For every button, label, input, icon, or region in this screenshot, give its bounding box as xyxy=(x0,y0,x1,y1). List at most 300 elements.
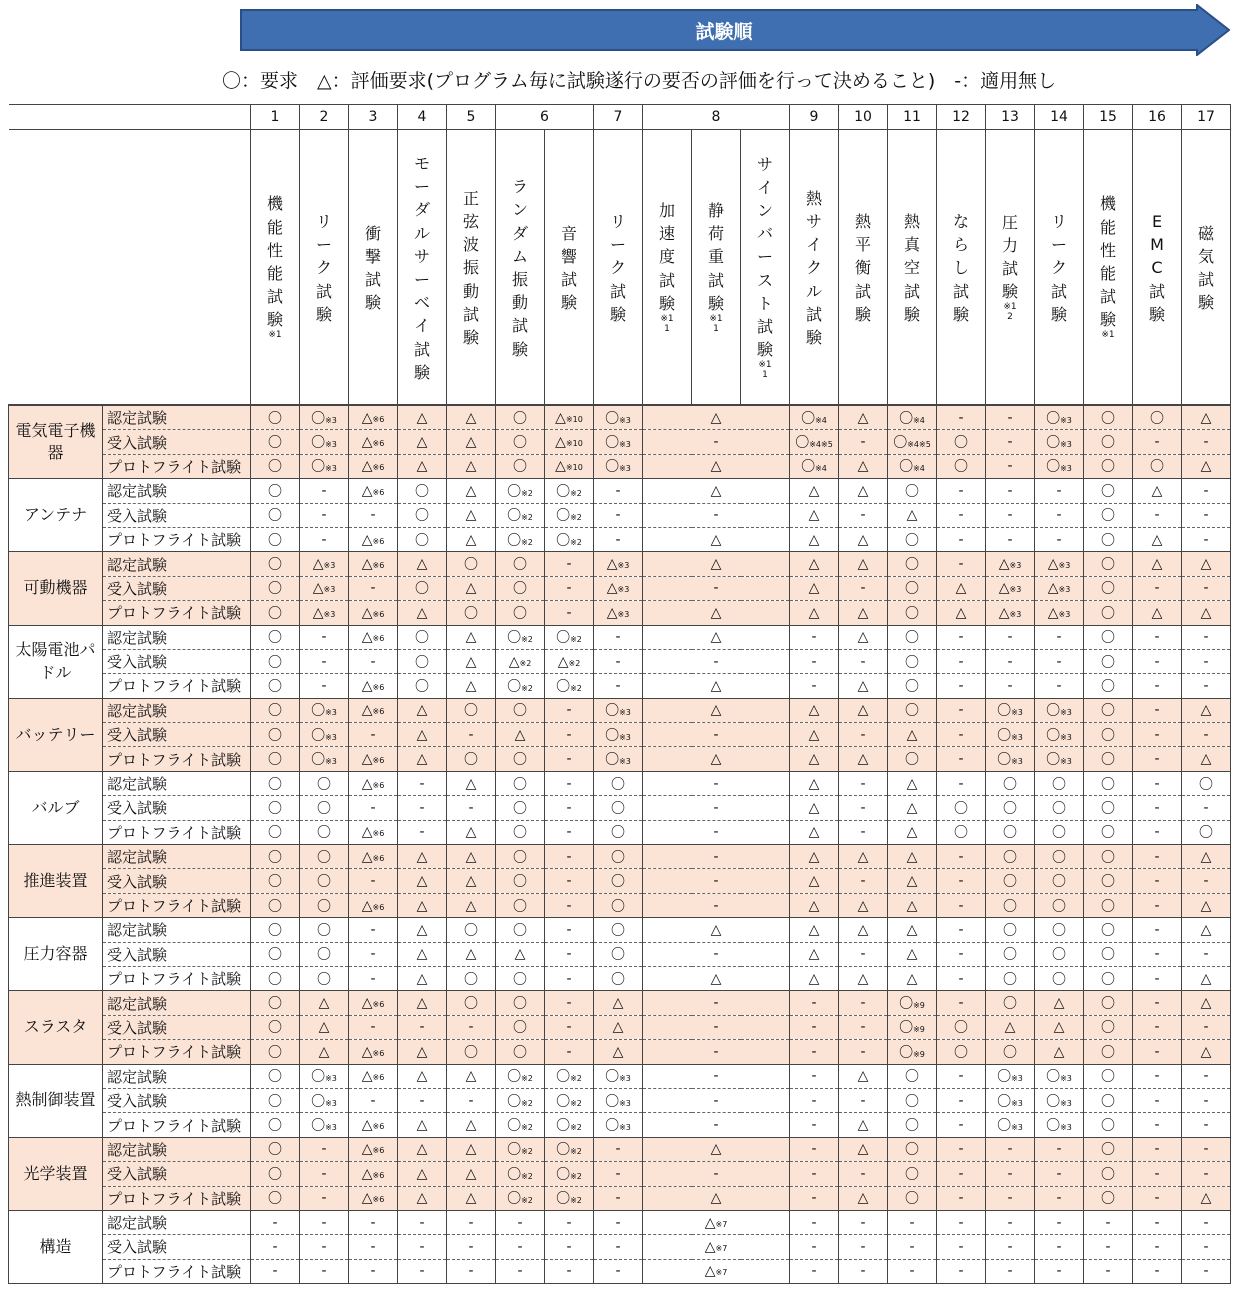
matrix-cell: △ xyxy=(888,503,937,527)
matrix-cell: 〇 xyxy=(447,966,496,990)
matrix-cell: - xyxy=(643,503,790,527)
matrix-cell: 〇 xyxy=(986,893,1035,917)
matrix-cell: 〇 xyxy=(594,845,643,869)
matrix-cell: △ xyxy=(1182,454,1231,478)
matrix-cell: △ xyxy=(447,576,496,600)
matrix-cell: 〇 xyxy=(888,601,937,625)
matrix-cell: △ xyxy=(447,405,496,430)
matrix-cell: - xyxy=(937,405,986,430)
matrix-cell: - xyxy=(251,1235,300,1259)
column-header xyxy=(594,130,643,406)
column-label: モーダルサーベイ試験 xyxy=(413,154,430,382)
table-row xyxy=(9,1137,1231,1161)
matrix-cell: - xyxy=(447,1088,496,1112)
matrix-cell: 〇※3 xyxy=(594,430,643,454)
matrix-cell: 〇 xyxy=(1084,1015,1133,1039)
matrix-cell: △ xyxy=(594,1040,643,1064)
matrix-cell: 〇※2 xyxy=(545,1113,594,1137)
matrix-cell: △ xyxy=(1182,1186,1231,1210)
matrix-cell: 〇 xyxy=(496,405,545,430)
matrix-cell: - xyxy=(839,942,888,966)
matrix-cell: - xyxy=(398,1015,447,1039)
matrix-cell: 〇 xyxy=(251,942,300,966)
matrix-cell: 〇※4 xyxy=(790,454,839,478)
matrix-cell: 〇 xyxy=(251,698,300,722)
table-row xyxy=(9,601,1231,625)
matrix-cell: 〇※2 xyxy=(545,479,594,503)
matrix-cell: - xyxy=(398,820,447,844)
matrix-cell: △※6 xyxy=(349,820,398,844)
matrix-cell: △ xyxy=(790,552,839,576)
matrix-cell: △ xyxy=(300,1015,349,1039)
test-type: 受入試験 xyxy=(103,649,251,673)
matrix-cell: 〇 xyxy=(496,430,545,454)
matrix-cell: 〇 xyxy=(251,893,300,917)
matrix-cell: 〇 xyxy=(447,747,496,771)
matrix-cell: 〇 xyxy=(1084,918,1133,942)
table-row xyxy=(9,698,1231,722)
matrix-cell: - xyxy=(300,479,349,503)
column-header xyxy=(496,130,545,406)
matrix-cell: - xyxy=(839,820,888,844)
group-name: バッテリー xyxy=(9,698,103,771)
matrix-cell: 〇 xyxy=(986,845,1035,869)
table-row xyxy=(9,820,1231,844)
matrix-cell: 〇※2 xyxy=(496,1088,545,1112)
matrix-cell: 〇 xyxy=(398,576,447,600)
matrix-cell: - xyxy=(1084,1210,1133,1234)
matrix-cell: 〇 xyxy=(1035,893,1084,917)
matrix-cell: - xyxy=(1035,479,1084,503)
matrix-cell: △※6 xyxy=(349,893,398,917)
column-label: 静荷重試験 ※11 xyxy=(707,200,724,334)
column-label: リーク試験 xyxy=(609,212,626,324)
matrix-cell: 〇 xyxy=(1084,991,1133,1015)
matrix-cell: 〇 xyxy=(1084,1064,1133,1088)
matrix-cell: 〇※9 xyxy=(888,991,937,1015)
matrix-cell: - xyxy=(839,1259,888,1283)
test-type: プロトフライト試験 xyxy=(103,966,251,990)
matrix-cell: 〇 xyxy=(986,771,1035,795)
matrix-cell: 〇 xyxy=(300,796,349,820)
matrix-cell: - xyxy=(937,649,986,673)
matrix-cell: △※3 xyxy=(300,576,349,600)
matrix-cell: - xyxy=(300,1162,349,1186)
matrix-cell: - xyxy=(300,527,349,551)
matrix-cell: - xyxy=(349,1235,398,1259)
matrix-cell: △※7 xyxy=(643,1210,790,1234)
matrix-cell: 〇 xyxy=(1035,966,1084,990)
matrix-cell: 〇 xyxy=(1035,820,1084,844)
matrix-cell: 〇 xyxy=(1182,820,1231,844)
table-row xyxy=(9,527,1231,551)
matrix-cell: 〇 xyxy=(1084,649,1133,673)
matrix-cell: - xyxy=(839,723,888,747)
test-type: プロトフライト試験 xyxy=(103,1113,251,1137)
matrix-cell: - xyxy=(300,1186,349,1210)
test-type: プロトフライト試験 xyxy=(103,1186,251,1210)
matrix-cell: 〇 xyxy=(986,796,1035,820)
matrix-cell: △ xyxy=(839,893,888,917)
matrix-cell: - xyxy=(986,674,1035,698)
matrix-cell: △ xyxy=(790,771,839,795)
matrix-cell: - xyxy=(349,723,398,747)
matrix-cell: - xyxy=(545,820,594,844)
test-type: 認定試験 xyxy=(103,698,251,722)
matrix-cell: 〇※3 xyxy=(1035,1088,1084,1112)
matrix-cell: - xyxy=(1133,723,1182,747)
matrix-cell: △ xyxy=(447,454,496,478)
matrix-cell: 〇 xyxy=(251,527,300,551)
matrix-cell: △ xyxy=(398,893,447,917)
matrix-cell: △ xyxy=(790,479,839,503)
matrix-cell: 〇 xyxy=(251,1088,300,1112)
matrix-cell: △ xyxy=(888,723,937,747)
matrix-cell: - xyxy=(937,479,986,503)
matrix-cell: - xyxy=(1182,430,1231,454)
matrix-cell: △ xyxy=(594,991,643,1015)
matrix-cell: 〇 xyxy=(1084,747,1133,771)
matrix-cell: △ xyxy=(790,601,839,625)
matrix-cell: - xyxy=(937,991,986,1015)
matrix-cell: - xyxy=(986,1137,1035,1161)
column-header xyxy=(398,130,447,406)
column-number: 12 xyxy=(937,105,986,130)
matrix-cell: 〇 xyxy=(1035,918,1084,942)
matrix-cell: 〇 xyxy=(594,893,643,917)
column-label: ならし試験 xyxy=(952,212,969,324)
matrix-cell: 〇※3 xyxy=(594,454,643,478)
matrix-cell: 〇 xyxy=(888,576,937,600)
table-row xyxy=(9,1113,1231,1137)
matrix-cell: △ xyxy=(447,1113,496,1137)
matrix-cell: 〇※3 xyxy=(986,1113,1035,1137)
matrix-cell: △ xyxy=(398,601,447,625)
matrix-cell: △ xyxy=(1182,747,1231,771)
matrix-cell: 〇※3 xyxy=(300,698,349,722)
matrix-cell: - xyxy=(1133,1015,1182,1039)
matrix-cell: △※3 xyxy=(1035,576,1084,600)
matrix-cell: - xyxy=(937,1137,986,1161)
matrix-cell: 〇※4 xyxy=(790,405,839,430)
matrix-cell: - xyxy=(1035,503,1084,527)
matrix-cell: 〇※3 xyxy=(986,1088,1035,1112)
matrix-cell: 〇 xyxy=(447,991,496,1015)
matrix-cell: - xyxy=(937,1186,986,1210)
matrix-cell: 〇 xyxy=(1084,1040,1133,1064)
matrix-cell: 〇※4 xyxy=(888,405,937,430)
matrix-cell: 〇 xyxy=(888,552,937,576)
matrix-cell: - xyxy=(594,674,643,698)
column-note: ※12 xyxy=(1003,302,1017,323)
column-label: 機能性能試験 ※1 xyxy=(1099,194,1116,341)
matrix-cell: - xyxy=(986,430,1035,454)
matrix-cell: △ xyxy=(398,1137,447,1161)
matrix-cell: - xyxy=(937,869,986,893)
matrix-cell: 〇 xyxy=(594,966,643,990)
matrix-cell: 〇 xyxy=(398,503,447,527)
column-note: ※11 xyxy=(660,313,674,334)
group-name: 熱制御装置 xyxy=(9,1064,103,1137)
matrix-cell: - xyxy=(937,1064,986,1088)
matrix-cell: △ xyxy=(398,1162,447,1186)
matrix-cell: △ xyxy=(447,625,496,649)
matrix-cell: △ xyxy=(300,1040,349,1064)
matrix-cell: - xyxy=(594,649,643,673)
matrix-cell: △ xyxy=(790,869,839,893)
matrix-cell: △ xyxy=(790,893,839,917)
matrix-cell: △ xyxy=(839,625,888,649)
matrix-cell: △※3 xyxy=(300,601,349,625)
matrix-cell: △ xyxy=(1182,991,1231,1015)
matrix-cell: 〇 xyxy=(1084,601,1133,625)
matrix-cell: △ xyxy=(790,503,839,527)
matrix-cell: △ xyxy=(888,845,937,869)
matrix-cell: - xyxy=(349,576,398,600)
matrix-cell: △※6 xyxy=(349,625,398,649)
matrix-cell: - xyxy=(1035,674,1084,698)
matrix-cell: - xyxy=(1182,503,1231,527)
column-number: 16 xyxy=(1133,105,1182,130)
column-label: 熱サイクル試験 xyxy=(805,188,822,347)
matrix-cell: 〇※2 xyxy=(496,1137,545,1161)
matrix-cell: △ xyxy=(790,576,839,600)
matrix-cell: - xyxy=(986,625,1035,649)
matrix-cell: 〇 xyxy=(986,820,1035,844)
matrix-cell: 〇 xyxy=(447,1040,496,1064)
matrix-cell: - xyxy=(643,820,790,844)
matrix-cell: 〇 xyxy=(1035,796,1084,820)
matrix-cell: △※6 xyxy=(349,1113,398,1137)
matrix-cell: △※10 xyxy=(545,454,594,478)
table-row xyxy=(9,991,1231,1015)
matrix-cell: △ xyxy=(300,991,349,1015)
matrix-cell: △※6 xyxy=(349,430,398,454)
table-row xyxy=(9,747,1231,771)
column-label: 磁気試験 xyxy=(1197,223,1214,313)
matrix-cell: △ xyxy=(398,1186,447,1210)
matrix-cell: - xyxy=(937,552,986,576)
test-type: 受入試験 xyxy=(103,576,251,600)
matrix-cell: 〇 xyxy=(1084,625,1133,649)
matrix-cell: 〇 xyxy=(300,966,349,990)
matrix-cell: △ xyxy=(447,674,496,698)
matrix-cell: 〇 xyxy=(1084,845,1133,869)
matrix-cell: - xyxy=(300,1137,349,1161)
matrix-cell: 〇※3 xyxy=(300,405,349,430)
matrix-cell: - xyxy=(545,893,594,917)
column-header xyxy=(741,130,790,406)
matrix-cell: △ xyxy=(643,479,790,503)
matrix-cell: 〇 xyxy=(1084,942,1133,966)
table-row xyxy=(9,869,1231,893)
matrix-cell: △ xyxy=(447,893,496,917)
matrix-cell: - xyxy=(643,1015,790,1039)
matrix-cell: - xyxy=(1133,869,1182,893)
matrix-cell: 〇 xyxy=(251,625,300,649)
matrix-cell: △ xyxy=(888,796,937,820)
matrix-cell: △ xyxy=(447,430,496,454)
matrix-cell: 〇※2 xyxy=(496,625,545,649)
matrix-cell: 〇 xyxy=(1035,942,1084,966)
matrix-cell: - xyxy=(1182,1235,1231,1259)
matrix-cell: - xyxy=(496,1210,545,1234)
matrix-cell: - xyxy=(545,1235,594,1259)
matrix-cell: 〇 xyxy=(251,747,300,771)
matrix-cell: △ xyxy=(398,552,447,576)
column-number: 2 xyxy=(300,105,349,130)
column-number: 3 xyxy=(349,105,398,130)
matrix-cell: - xyxy=(937,747,986,771)
test-type: 受入試験 xyxy=(103,1235,251,1259)
table-row xyxy=(9,1186,1231,1210)
matrix-cell: 〇 xyxy=(1084,698,1133,722)
matrix-cell: 〇 xyxy=(594,771,643,795)
matrix-cell: 〇※3 xyxy=(594,1088,643,1112)
column-note: ※11 xyxy=(758,360,772,381)
matrix-cell: 〇 xyxy=(251,454,300,478)
matrix-cell: 〇 xyxy=(888,674,937,698)
column-header xyxy=(251,130,300,406)
matrix-cell: - xyxy=(839,1088,888,1112)
table-row xyxy=(9,625,1231,649)
matrix-cell: - xyxy=(545,723,594,747)
matrix-cell: - xyxy=(594,503,643,527)
matrix-cell: 〇 xyxy=(1035,771,1084,795)
matrix-cell: - xyxy=(643,1162,790,1186)
matrix-cell: - xyxy=(790,991,839,1015)
matrix-cell: 〇 xyxy=(496,454,545,478)
matrix-cell: 〇 xyxy=(888,1064,937,1088)
matrix-cell: 〇 xyxy=(496,1040,545,1064)
matrix-cell: △ xyxy=(398,1113,447,1137)
matrix-cell: - xyxy=(1182,479,1231,503)
matrix-cell: - xyxy=(790,1015,839,1039)
matrix-cell: - xyxy=(1182,1113,1231,1137)
matrix-cell: △※10 xyxy=(545,405,594,430)
matrix-cell: △ xyxy=(1182,698,1231,722)
matrix-cell: 〇 xyxy=(1035,869,1084,893)
matrix-cell: △※3 xyxy=(986,601,1035,625)
matrix-cell: 〇 xyxy=(496,820,545,844)
matrix-cell: 〇 xyxy=(251,1040,300,1064)
matrix-cell: 〇 xyxy=(594,820,643,844)
matrix-cell: - xyxy=(790,1235,839,1259)
matrix-cell: △※3 xyxy=(594,552,643,576)
matrix-cell: 〇 xyxy=(937,1040,986,1064)
matrix-cell: 〇 xyxy=(300,771,349,795)
matrix-cell: 〇 xyxy=(1084,869,1133,893)
matrix-cell: 〇 xyxy=(1084,820,1133,844)
matrix-cell: 〇※2 xyxy=(496,1186,545,1210)
matrix-cell: - xyxy=(545,869,594,893)
column-number: 9 xyxy=(790,105,839,130)
matrix-cell: △ xyxy=(398,1040,447,1064)
matrix-cell: △※2 xyxy=(496,649,545,673)
matrix-cell: - xyxy=(986,527,1035,551)
matrix-cell: △ xyxy=(447,1186,496,1210)
matrix-cell: 〇 xyxy=(937,796,986,820)
matrix-cell: 〇 xyxy=(251,796,300,820)
matrix-cell: △※3 xyxy=(594,576,643,600)
matrix-cell: - xyxy=(1035,1162,1084,1186)
matrix-cell: - xyxy=(937,1235,986,1259)
matrix-cell: 〇 xyxy=(1084,454,1133,478)
table-row xyxy=(9,723,1231,747)
matrix-cell: 〇 xyxy=(447,698,496,722)
matrix-cell: △ xyxy=(1182,893,1231,917)
matrix-cell: - xyxy=(300,1210,349,1234)
matrix-cell: - xyxy=(545,747,594,771)
matrix-cell: △ xyxy=(643,601,790,625)
matrix-cell: - xyxy=(937,674,986,698)
matrix-cell: 〇 xyxy=(1133,454,1182,478)
matrix-cell: 〇 xyxy=(496,747,545,771)
column-header xyxy=(888,130,937,406)
matrix-cell: 〇 xyxy=(937,430,986,454)
table-row xyxy=(9,1040,1231,1064)
matrix-cell: - xyxy=(1133,1137,1182,1161)
matrix-cell: △ xyxy=(643,747,790,771)
matrix-cell: - xyxy=(643,1113,790,1137)
matrix-cell: - xyxy=(839,991,888,1015)
matrix-cell: △ xyxy=(398,991,447,1015)
matrix-cell: - xyxy=(349,503,398,527)
column-label: サインバースト試験 ※11 xyxy=(756,154,773,381)
table-row xyxy=(9,576,1231,600)
matrix-cell: △※6 xyxy=(349,698,398,722)
matrix-cell: - xyxy=(1182,527,1231,551)
matrix-cell: △ xyxy=(839,1113,888,1137)
matrix-cell: - xyxy=(790,1040,839,1064)
matrix-cell: - xyxy=(937,698,986,722)
matrix-cell: △ xyxy=(398,454,447,478)
matrix-cell: - xyxy=(1182,674,1231,698)
matrix-cell: - xyxy=(545,918,594,942)
matrix-cell: △ xyxy=(594,1015,643,1039)
column-header xyxy=(447,130,496,406)
matrix-cell: 〇 xyxy=(496,601,545,625)
matrix-cell: 〇※3 xyxy=(300,723,349,747)
matrix-cell: 〇 xyxy=(251,552,300,576)
matrix-cell: - xyxy=(1133,625,1182,649)
matrix-cell: - xyxy=(790,1064,839,1088)
matrix-cell: - xyxy=(594,527,643,551)
matrix-cell: 〇 xyxy=(300,942,349,966)
matrix-cell: 〇※3 xyxy=(986,1064,1035,1088)
group-name: 可動機器 xyxy=(9,552,103,625)
matrix-cell: - xyxy=(790,1113,839,1137)
matrix-cell: - xyxy=(349,1210,398,1234)
column-header xyxy=(937,130,986,406)
column-number: 6 xyxy=(496,105,594,130)
matrix-cell: - xyxy=(1035,1235,1084,1259)
matrix-cell: - xyxy=(643,771,790,795)
matrix-cell: △※3 xyxy=(1035,552,1084,576)
test-type: プロトフライト試験 xyxy=(103,1259,251,1283)
matrix-cell: △※6 xyxy=(349,552,398,576)
matrix-cell: 〇 xyxy=(594,918,643,942)
matrix-cell: 〇 xyxy=(251,576,300,600)
matrix-cell: △ xyxy=(790,845,839,869)
matrix-cell: 〇※2 xyxy=(545,1088,594,1112)
matrix-cell: - xyxy=(1133,1040,1182,1064)
matrix-cell: 〇※3 xyxy=(300,1113,349,1137)
matrix-cell: - xyxy=(1133,649,1182,673)
test-matrix-table xyxy=(8,104,1231,1284)
matrix-cell: - xyxy=(790,1088,839,1112)
table-row xyxy=(9,796,1231,820)
